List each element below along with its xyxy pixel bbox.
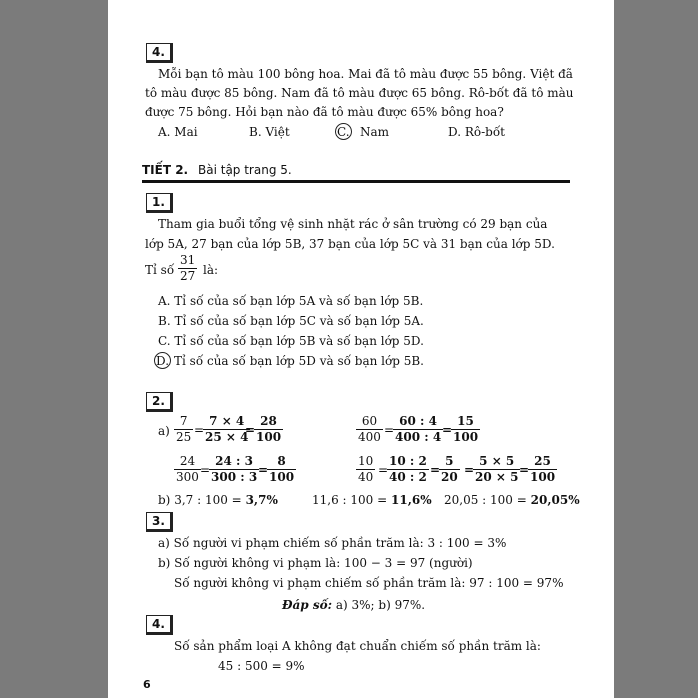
fraction bbox=[451, 415, 480, 444]
denominator: 40 : 2 bbox=[389, 470, 427, 484]
denominator: 100 bbox=[256, 430, 282, 444]
q3-answer-text: a) 3%; b) 97%. bbox=[335, 598, 426, 612]
section-divider bbox=[142, 180, 570, 183]
denominator: 100 bbox=[530, 470, 556, 484]
fraction bbox=[528, 455, 557, 484]
equals-sign: = bbox=[245, 423, 256, 437]
numerator: 7 bbox=[179, 414, 188, 428]
equals-sign: = bbox=[194, 423, 205, 437]
fraction bbox=[439, 455, 460, 484]
q3-part-a: a) Số người vi phạm chiếm số phần trăm là: 3 : 100 = 3% bbox=[158, 536, 507, 550]
denominator: 100 bbox=[269, 470, 295, 484]
q3-answer bbox=[282, 598, 425, 612]
fraction bbox=[203, 415, 250, 444]
q3-part-b: b) Số người không vi phạm là: 100 − 3 = 97 (người) bbox=[158, 556, 473, 570]
document-page bbox=[108, 0, 614, 698]
equals-sign: = bbox=[384, 423, 395, 437]
denominator: 100 bbox=[453, 430, 479, 444]
numerator: 60 bbox=[361, 414, 378, 428]
numerator: 10 : 2 bbox=[389, 454, 427, 468]
fraction bbox=[356, 415, 383, 444]
q4-top-line2: tô màu được 85 bông. Nam đã tô màu được 65 bông. Rô-bốt đã tô màu bbox=[145, 86, 574, 100]
q2-b2-result: 11,6% bbox=[391, 493, 432, 507]
q1-option-c: C. Tỉ số của số bạn lớp 5B và số bạn lớp 5D. bbox=[158, 334, 424, 348]
q1-option-b: B. Tỉ số của số bạn lớp 5C và số bạn lớp 5A. bbox=[158, 314, 424, 328]
numerator: 5 × 5 bbox=[479, 454, 515, 468]
denominator: 40 bbox=[358, 470, 374, 484]
numerator: 8 bbox=[277, 454, 286, 468]
q1-option-a: A. Tỉ số của số bạn lớp 5A và số bạn lớp 5B. bbox=[158, 294, 424, 308]
equals-sign: = bbox=[519, 463, 530, 477]
denominator: 20 bbox=[441, 470, 458, 484]
numerator: 10 bbox=[358, 454, 374, 468]
equals-sign: = bbox=[378, 463, 389, 477]
q2-badge: 2. bbox=[146, 392, 173, 412]
equals-sign: = bbox=[442, 423, 453, 437]
q3-part-b-percent: Số người không vi phạm chiếm số phần trăm là: 97 : 100 = 97% bbox=[174, 576, 564, 590]
numerator: 24 bbox=[179, 454, 196, 468]
q1-ratio-prefix: Tỉ số bbox=[145, 263, 175, 277]
q2-part-a-label: a) bbox=[158, 424, 170, 438]
q4-top-badge: 4. bbox=[146, 43, 173, 63]
numerator: 5 bbox=[445, 454, 454, 468]
q4-bottom-line2: 45 : 500 = 9% bbox=[218, 659, 305, 673]
q2-part-b-label: b) bbox=[158, 493, 171, 507]
section-title: Bài tập trang 5. bbox=[198, 163, 292, 177]
fraction bbox=[387, 455, 429, 484]
q4-top-line3: được 75 bông. Hỏi bạn nào đã tô màu được 65% bông hoa? bbox=[145, 105, 504, 119]
q2-b2-expression: 11,6 : 100 = bbox=[312, 493, 388, 507]
q4-top-option-a: A. Mai bbox=[158, 125, 198, 139]
denominator: 25 × 4 bbox=[205, 430, 249, 444]
q2-b3-result: 20,05% bbox=[530, 493, 580, 507]
q1-ratio-fraction bbox=[178, 254, 197, 283]
denominator: 300 bbox=[176, 470, 199, 484]
fraction bbox=[473, 455, 520, 484]
fraction bbox=[267, 455, 296, 484]
fraction bbox=[254, 415, 283, 444]
q2-part-b-item2 bbox=[312, 493, 432, 507]
equals-sign: = bbox=[464, 463, 475, 477]
denominator: 400 bbox=[358, 430, 381, 444]
q2-part-b-item3 bbox=[444, 493, 580, 507]
q3-badge: 3. bbox=[146, 512, 173, 532]
numerator: 28 bbox=[260, 414, 277, 428]
fraction bbox=[209, 455, 259, 484]
denominator: 400 : 4 bbox=[395, 430, 442, 444]
q2-b3-expression: 20,05 : 100 = bbox=[444, 493, 527, 507]
q1-ratio-suffix: là: bbox=[203, 263, 219, 277]
q2-part-b-item1 bbox=[158, 493, 278, 507]
right-margin bbox=[614, 0, 698, 698]
numerator: 25 bbox=[534, 454, 551, 468]
q2-b1-expression: 3,7 : 100 = bbox=[174, 493, 242, 507]
q4-top-option-c-text: Nam bbox=[360, 125, 390, 139]
equals-sign: = bbox=[258, 463, 269, 477]
q1-line1: Tham gia buổi tổng vệ sinh nhặt rác ở sân trường có 29 bạn của bbox=[158, 217, 548, 231]
numerator: 60 : 4 bbox=[399, 414, 438, 428]
q1-ratio-denominator: 27 bbox=[180, 269, 196, 283]
q2-b1-result: 3,7% bbox=[245, 493, 278, 507]
q1-badge: 1. bbox=[146, 193, 173, 213]
q1-ratio-numerator: 31 bbox=[180, 253, 196, 267]
numerator: 15 bbox=[457, 414, 474, 428]
q4-top-option-d: D. Rô-bốt bbox=[448, 125, 505, 139]
fraction bbox=[174, 455, 201, 484]
q4-top-option-c-letter: C. bbox=[337, 125, 350, 139]
fraction bbox=[393, 415, 443, 444]
equals-sign: = bbox=[200, 463, 211, 477]
q1-option-d-text: Tỉ số của số bạn lớp 5D và số bạn lớp 5B. bbox=[174, 354, 424, 368]
q4-top-option-b: B. Việt bbox=[249, 125, 290, 139]
numerator: 24 : 3 bbox=[215, 454, 254, 468]
page-number: 6 bbox=[143, 678, 151, 691]
denominator: 20 × 5 bbox=[475, 470, 519, 484]
left-margin bbox=[0, 0, 108, 698]
q4-bottom-line1: Số sản phẩm loại A không đạt chuẩn chiếm số phần trăm là: bbox=[174, 639, 541, 653]
q4-top-line1: Mỗi bạn tô màu 100 bông hoa. Mai đã tô màu được 55 bông. Việt đã bbox=[158, 67, 573, 81]
denominator: 300 : 3 bbox=[211, 470, 258, 484]
q4-bottom-badge: 4. bbox=[146, 615, 173, 635]
equals-sign: = bbox=[430, 463, 441, 477]
q3-answer-label: Đáp số: bbox=[282, 598, 333, 612]
fraction bbox=[174, 415, 193, 444]
denominator: 25 bbox=[176, 430, 192, 444]
fraction bbox=[356, 455, 375, 484]
section-label: TIẾT 2. bbox=[142, 163, 189, 177]
numerator: 7 × 4 bbox=[209, 414, 245, 428]
q1-line2: lớp 5A, 27 bạn của lớp 5B, 37 bạn của lớp 5C và 31 bạn của lớp 5D. bbox=[145, 237, 555, 251]
q1-option-d-letter: D. bbox=[156, 354, 170, 368]
